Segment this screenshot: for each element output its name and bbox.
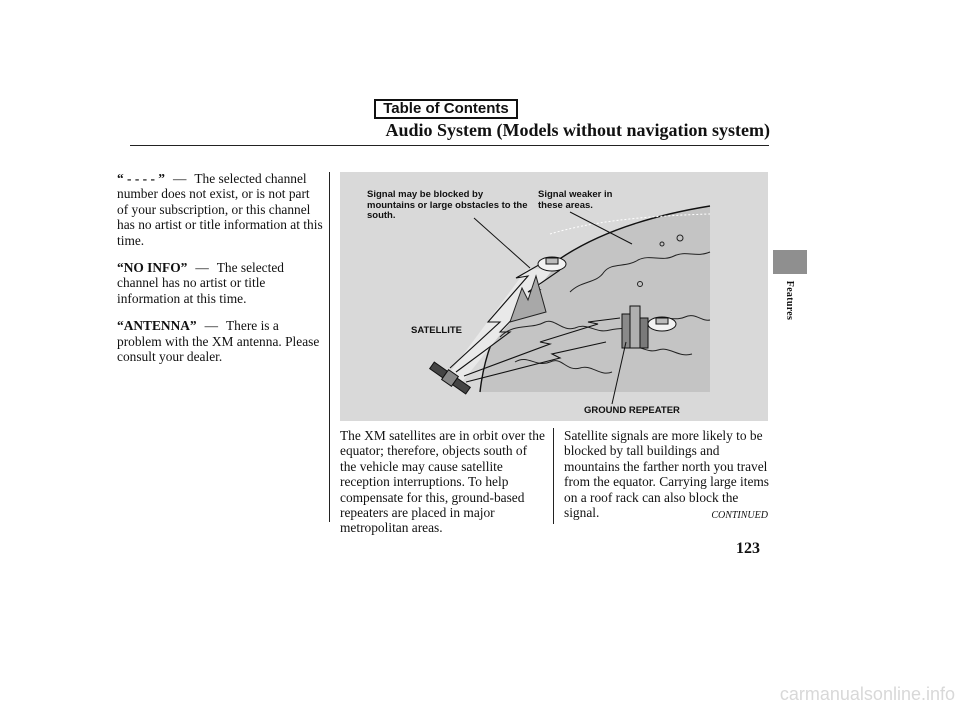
page-number: 123 [736,540,760,557]
message-term: “NO INFO” [117,260,188,276]
message-item [117,318,323,364]
message-item [117,171,323,248]
ground-repeater-label: GROUND REPEATER [584,405,680,416]
car-city-shape [648,317,676,331]
page-title: Audio System (Models without navigation system) [385,120,770,140]
message-dash: — [204,318,218,334]
section-label-text: Features [784,280,796,320]
column-divider-middle [553,428,554,524]
message-list [117,171,323,376]
header-divider [130,145,769,146]
car-north-shape [538,257,566,271]
message-text: The selected channel number does not exist, or is not part of your subscription, or this channel has no artist or title information at this time. [117,171,323,248]
satellite-orbit-paragraph: The XM satellites are in orbit over the equator; therefore, objects south of the vehicle may cause satellite reception interruptions. To help compensate for this, ground-based repeaters are placed in major metropolitan areas. [340,428,545,536]
message-dash: — [172,171,187,186]
message-term: “ - - - - ” [117,171,165,186]
message-item [117,260,323,306]
message-text: The selected channel has no artist or title information at this time. [117,260,284,306]
weaker-signal-label: Signal weaker in these areas. [538,189,613,211]
satellite-label: SATELLITE [411,325,463,336]
signal-blocking-paragraph: Satellite signals are more likely to be blocked by tall buildings and mountains the farther north you travel from the equator. Carrying large items on a roof rack can also block the signal. [564,428,770,521]
section-tab-marker [773,250,807,274]
watermark: carmanualsonline.info [779,684,955,704]
table-of-contents-button[interactable]: Table of Contents [374,99,518,119]
building-shape [630,306,640,348]
leader-line [474,218,530,268]
section-label [771,280,809,320]
building-shape [640,318,648,348]
message-dash: — [195,260,209,276]
satellite-coverage-illustration [340,172,768,421]
continued-marker: CONTINUED [711,510,768,521]
message-term: “ANTENNA” [117,318,197,334]
blocked-signal-label: Signal may be blocked by mountains or large obstacles to the south. [367,189,528,221]
column-divider-left [329,172,330,522]
message-text: There is a problem with the XM antenna. Please consult your dealer. [117,318,320,365]
